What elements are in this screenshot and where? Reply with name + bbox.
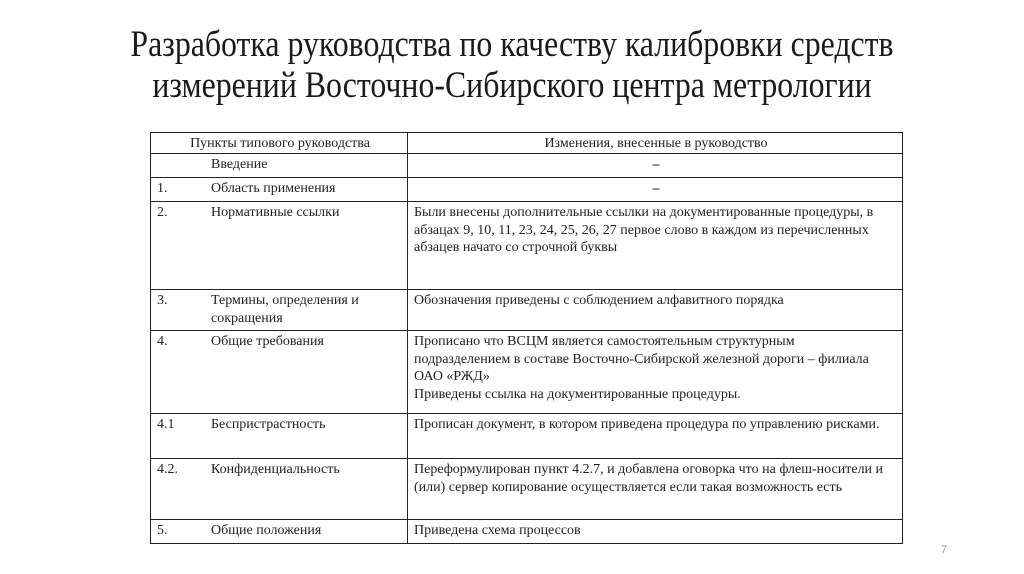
header-changes: Изменения, внесенные в руководство <box>408 133 903 154</box>
changes-text-2: Приведены ссылка на документированные процедуры. <box>414 386 741 402</box>
item-name: Термины, определения и сокращения <box>211 293 359 326</box>
item-number: 3. <box>157 293 168 308</box>
changes-cell: – <box>408 154 903 178</box>
table-row <box>151 290 903 331</box>
item-cell <box>151 202 408 290</box>
table-row <box>151 414 903 459</box>
item-cell <box>151 414 408 459</box>
item-number <box>157 156 211 174</box>
item-cell <box>151 459 408 520</box>
changes-cell: Приведена схема процессов <box>408 520 903 544</box>
item-number: 4.2. <box>157 462 178 477</box>
changes-text: Прописано что ВСЦМ является самостоятельным структурным подразделением в составе Восточно-Сибирской железной дороги – филиала ОАО «РЖД» <box>414 334 869 384</box>
changes-table <box>150 132 903 544</box>
header-manual-items: Пункты типового руководства <box>151 133 408 154</box>
changes-cell <box>408 331 903 414</box>
item-name: Общие требования <box>211 334 324 349</box>
item-name: Конфиденциальность <box>211 462 340 477</box>
item-cell <box>151 290 408 331</box>
changes-cell: Прописан документ, в котором приведена процедура по управлению рисками. <box>408 414 903 459</box>
page-number: 7 <box>941 544 948 556</box>
title-line-2: измерений Восточно-Сибирского центра метрологии <box>152 65 872 106</box>
item-cell <box>151 520 408 544</box>
changes-cell: Переформулирован пункт 4.2.7, и добавлена оговорка что на флеш-носители и (или) сервер копирование осуществляется если такая возможность есть <box>408 459 903 520</box>
item-number: 1. <box>157 181 168 196</box>
changes-table-container <box>150 132 902 544</box>
table-header-row <box>151 133 903 154</box>
changes-cell: – <box>408 178 903 202</box>
item-cell <box>151 154 408 178</box>
slide-title <box>72 24 953 106</box>
table-row <box>151 520 903 544</box>
item-name: Область применения <box>211 181 336 196</box>
changes-cell: Обозначения приведены с соблюдением алфавитного порядка <box>408 290 903 331</box>
item-name: Общие положения <box>211 523 322 538</box>
item-name: Нормативные ссылки <box>211 205 340 220</box>
table-row <box>151 178 903 202</box>
item-number: 5. <box>157 523 168 538</box>
title-line-1: Разработка руководства по качеству калибровки средств <box>130 24 894 65</box>
item-number: 4. <box>157 334 168 349</box>
table-row <box>151 154 903 178</box>
item-number: 4.1 <box>157 417 175 432</box>
item-name: Беспристрастность <box>211 417 326 432</box>
item-number: 2. <box>157 205 168 220</box>
changes-cell: Были внесены дополнительные ссылки на документированные процедуры, в абзацах 9, 10, 11, 23, 24, 25, 26, 27 первое слово в каждом из перечисленных абзацев начато со строчной буквы <box>408 202 903 290</box>
table-row <box>151 331 903 414</box>
table-row <box>151 459 903 520</box>
item-cell <box>151 178 408 202</box>
item-cell <box>151 331 408 414</box>
item-name: Введение <box>211 157 268 172</box>
table-row <box>151 202 903 290</box>
